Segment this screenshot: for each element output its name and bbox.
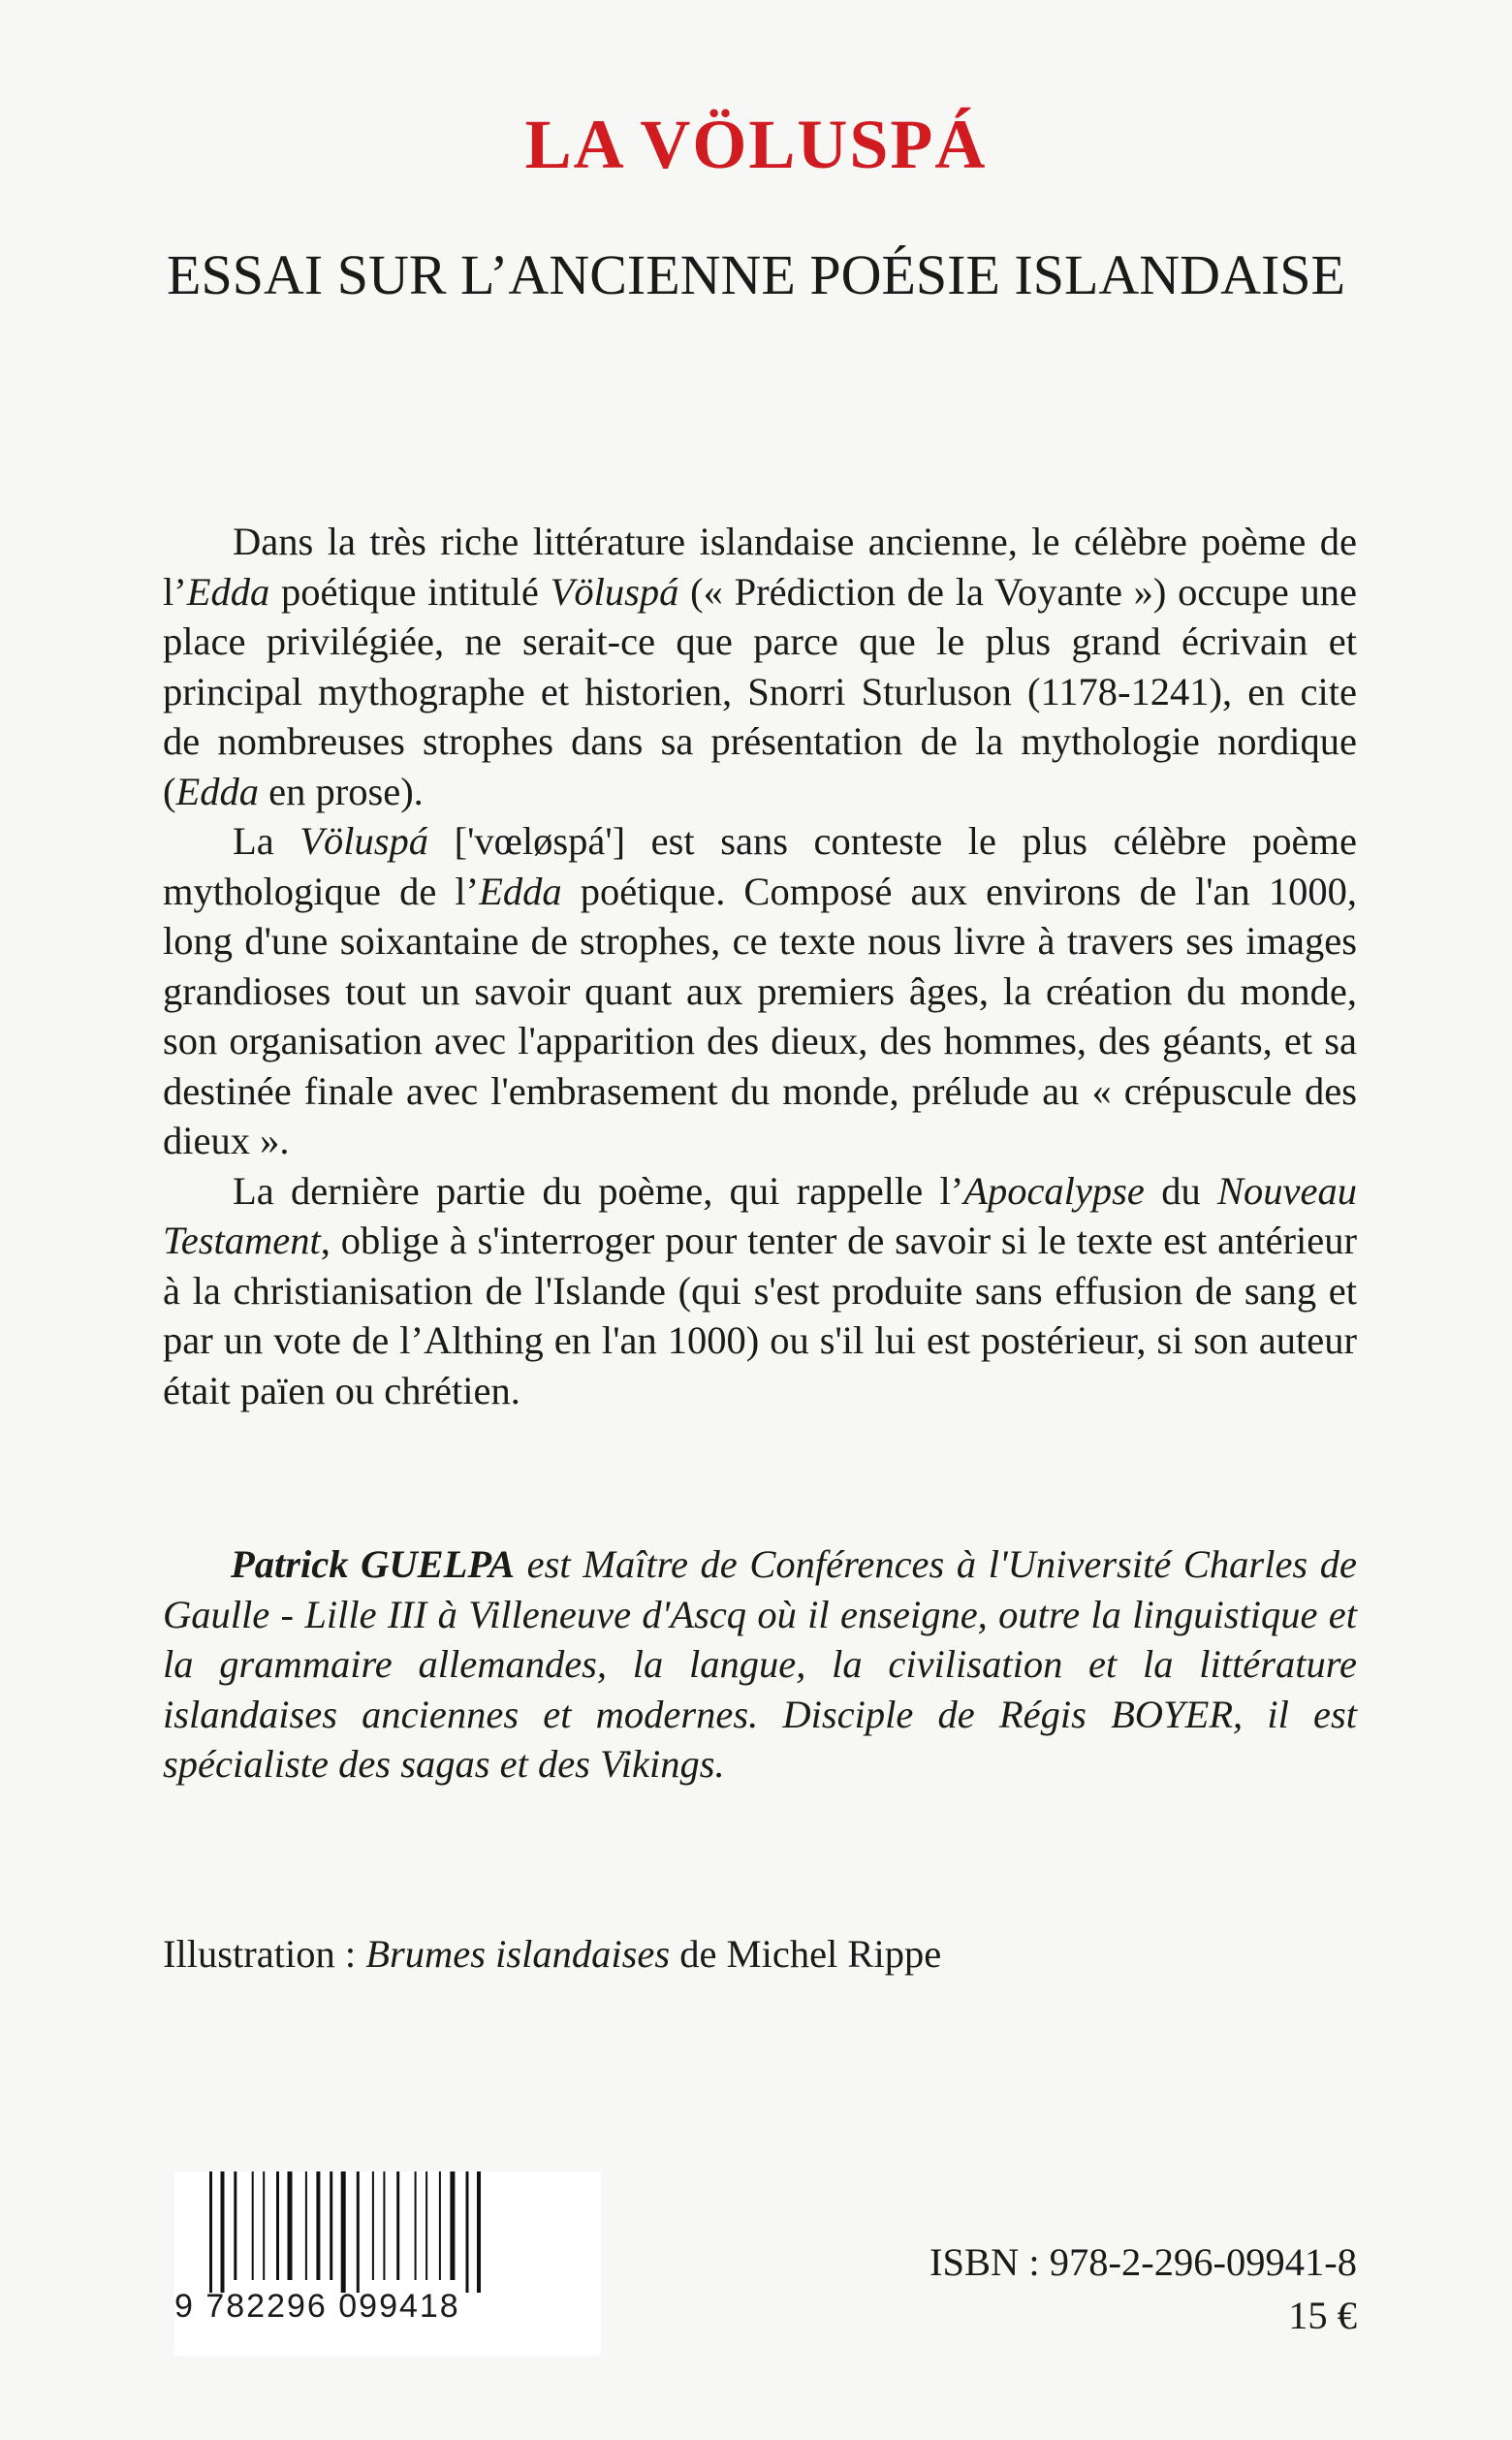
blurb <box>163 517 1357 1415</box>
book-title: LA VÖLUSPÁ <box>524 106 988 183</box>
illustration-title: Brumes islandaises <box>365 1932 671 1976</box>
barcode-bar <box>341 2171 346 2293</box>
barcode-bar <box>252 2171 254 2280</box>
italic-run: Völuspá <box>550 569 679 614</box>
illustration-credit <box>163 1929 941 1980</box>
barcode-bar <box>221 2171 225 2293</box>
barcode-digits: 9 782296 099418 <box>174 2288 460 2325</box>
blurb-paragraph-3 <box>163 1166 1357 1416</box>
author-name: Patrick GUELPA <box>231 1542 516 1586</box>
text-run: ['vœløspá'] est sans conteste le plus célèbre poème mythologique de l’ <box>163 819 1357 913</box>
author-bio-text: est Maître de Conférences à l'Université Charles de Gaulle - Lille III à Villeneuve d'Ascq où il enseigne, outre la linguistique et la grammaire allemandes, la langue, la civilisation et la littérature islandaises anciennes et modernes. Disciple de Régis BOYER, il est spécialiste des sagas et des Vikings. <box>163 1542 1357 1786</box>
italic-run: Apocalypse <box>963 1168 1145 1213</box>
barcode-bar <box>415 2171 417 2280</box>
text-run: du <box>1144 1168 1218 1213</box>
barcode <box>174 2171 601 2356</box>
price: 15 € <box>1288 2294 1357 2337</box>
blurb-paragraph-2 <box>163 816 1357 1166</box>
text-run: La dernière partie du poème, qui rappelle l’ <box>233 1168 964 1213</box>
barcode-bar <box>263 2171 265 2280</box>
author-bio-paragraph <box>163 1539 1357 1790</box>
barcode-bar <box>288 2171 293 2280</box>
blurb-paragraph-1 <box>163 517 1357 816</box>
text-run: , oblige à s'interroger pour tenter de savoir si le texte est antérieur à la christianisation de l'Islande (qui s'est produite sans effusion de sang et par un vote de l’Althing en l'an 1000) ou s'il lui est postérieur, si son auteur était païen ou chrétien. <box>163 1219 1357 1412</box>
barcode-bar <box>305 2171 307 2280</box>
text-run: en prose). <box>259 769 424 813</box>
barcode-bar <box>372 2171 374 2280</box>
italic-run: Edda <box>479 869 562 913</box>
text-run: La <box>233 819 300 863</box>
text-run: Dans la très riche littérature islandaise ancienne, le célèbre poème de l’ <box>163 520 1357 614</box>
barcode-bar <box>477 2171 481 2293</box>
author-bio <box>163 1539 1357 1790</box>
barcode-bars <box>174 2171 601 2293</box>
barcode-bar <box>316 2171 320 2280</box>
text-run: Illustration : <box>163 1932 366 1976</box>
italic-run: Nouveau Testament <box>163 1168 1357 1262</box>
italic-run: Völuspá <box>299 819 429 863</box>
barcode-bar <box>234 2171 236 2280</box>
barcode-bar <box>425 2171 427 2280</box>
text-run: poétique intitulé <box>269 569 551 614</box>
barcode-bar <box>439 2171 441 2280</box>
barcode-bar <box>330 2171 332 2280</box>
text-run: poétique. Composé aux environs de l'an 1000, long d'une soixantaine de strophes, ce texte nous livre à travers ses images grandioses tout un savoir quant aux premiers âges, la création du monde, son organisation avec l'apparition des dieux, des hommes, des géants, et sa destinée finale avec l'embrasement du monde, prélude au « crépuscule des dieux ». <box>163 869 1357 1162</box>
barcode-bar <box>276 2171 279 2280</box>
barcode-bar <box>357 2171 360 2293</box>
text-run: de Michel Rippe <box>670 1932 942 1976</box>
book-subtitle: ESSAI SUR L’ANCIENNE POÉSIE ISLANDAISE <box>167 243 1345 306</box>
barcode-bar <box>450 2171 455 2280</box>
italic-run: Edda <box>186 569 270 614</box>
italic-run: Edda <box>175 769 259 813</box>
barcode-bar <box>383 2171 385 2280</box>
barcode-bar <box>466 2171 469 2293</box>
barcode-bar <box>209 2171 212 2293</box>
barcode-bar <box>396 2171 399 2280</box>
text-run: (« Prédiction de la Voyante ») occupe une place privilégiée, ne serait-ce que parce que le plus grand écrivain et principal mythographe et historien, Snorri Sturluson (1178-1241), en cite de nombreuses strophes dans sa présentation de la mythologie nordique ( <box>163 569 1357 813</box>
isbn: ISBN : 978-2-296-09941-8 <box>929 2240 1357 2284</box>
